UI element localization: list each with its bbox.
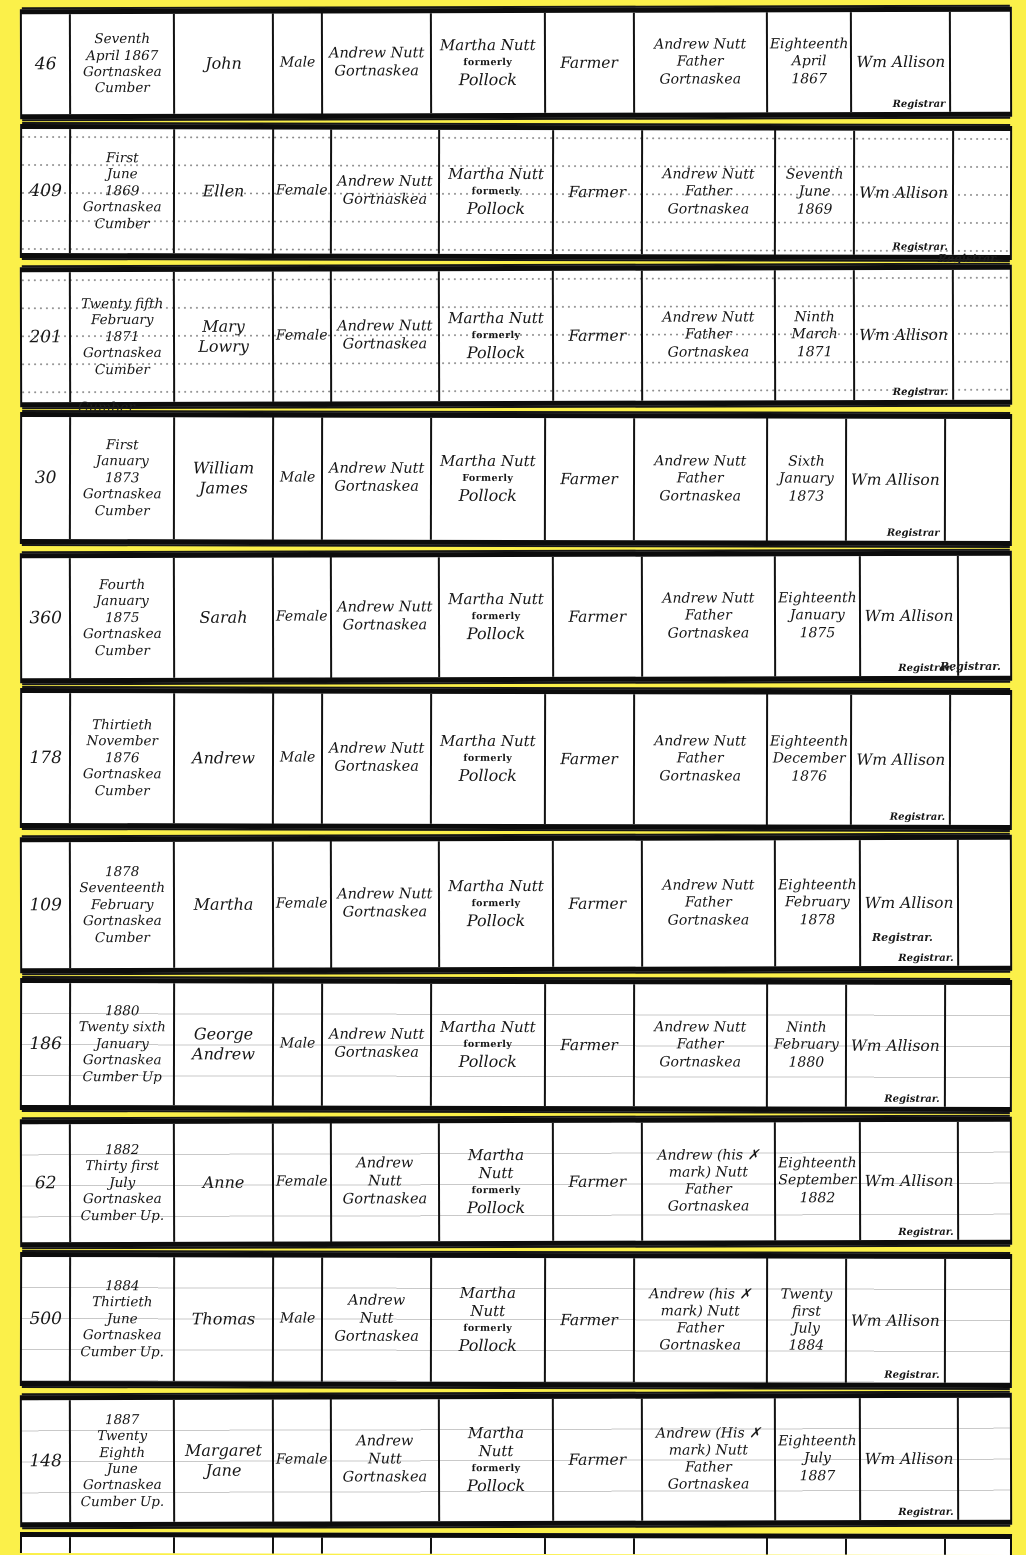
register-entry-strip (20, 551, 1012, 684)
registration-date: Sixth January 1873 (768, 419, 847, 541)
registration-date: Eighteenth September 1882 (776, 1122, 861, 1240)
birth-date-place: Fourth January 1875 Gortnaskea Cumber (71, 558, 175, 678)
informant: Andrew Nutt Father Gortnaskea (634, 418, 768, 540)
formerly-label: formerly (463, 1038, 513, 1050)
registration-date: Eighteenth December 1876 (768, 695, 853, 825)
registrar (847, 1259, 946, 1383)
mother-name-maiden (432, 694, 546, 824)
registrar (847, 419, 946, 541)
registration-date: Ninth March 1871 (776, 270, 855, 400)
sex: Female (274, 1123, 332, 1241)
blank-cell (432, 1538, 546, 1554)
registrar-title: Registrar. (898, 1226, 954, 1238)
formerly-label: formerly (471, 185, 521, 197)
blank-cell (946, 419, 1011, 541)
entry-number: 186 (22, 983, 72, 1105)
birth-date-place: First January 1873 Gortnaskea Cumber (71, 417, 175, 539)
blank-cell (323, 1538, 432, 1554)
registrar (852, 12, 951, 112)
mother-name: Martha Nutt (448, 165, 544, 184)
mother-name: Martha Nutt (459, 1284, 516, 1321)
register-entry-strip (20, 124, 1012, 260)
sex: Female (274, 841, 332, 967)
father-name-residence: Andrew Nutt Gortnaskea (331, 557, 440, 677)
mother-maiden-name: Pollock (466, 624, 526, 644)
registration-date: Eighteenth February 1878 (776, 840, 861, 966)
mother-name: Martha Nutt (439, 732, 536, 751)
mother-name-maiden (440, 1123, 554, 1241)
formerly-label: formerly (463, 1322, 513, 1334)
register-entry-strip (20, 978, 1012, 1112)
scan-artifact-text: Registrar. (940, 660, 1001, 673)
entry-number: 62 (22, 1124, 72, 1242)
registration-date: Eighteenth April 1867 (768, 12, 853, 112)
birth-date-place: 1884 Thirtieth June Gortnaskea Cumber Up. (71, 1257, 175, 1381)
mother-name-maiden (440, 130, 554, 254)
child-name: John (175, 14, 274, 114)
sex: Male (274, 983, 324, 1105)
formerly-label: Formerly (462, 472, 514, 484)
blank-cell (959, 1398, 1010, 1520)
informant: Andrew Nutt Father Gortnaskea (643, 556, 777, 676)
registrar-title: Registrar. (898, 952, 954, 964)
informant: Andrew Nutt Father Gortnaskea (634, 12, 768, 112)
child-name: Ellen (175, 129, 274, 253)
father-name-residence: Andrew Nutt Gortnaskea (323, 984, 432, 1106)
entry-number: 46 (22, 14, 72, 114)
registrar-title: Registrar. (898, 662, 954, 674)
register-entry-strip (20, 1252, 1012, 1388)
child-name: Martha (175, 842, 274, 968)
blank-cell (634, 1538, 767, 1554)
sex: Female (274, 1399, 332, 1521)
mother-name-maiden (432, 984, 546, 1106)
blank-cell (946, 1259, 1011, 1383)
entry-number: 30 (22, 417, 72, 539)
registrar-name: Wm Allison (864, 1449, 954, 1468)
birth-date-place: Thirtieth November 1876 Gortnaskea Cumber (71, 693, 175, 823)
mother-name: Martha Nutt (448, 309, 544, 328)
blank-cell (274, 1537, 323, 1553)
registrar-name: Wm Allison (850, 1311, 940, 1330)
mother-name: Martha Nutt (439, 1018, 536, 1037)
registrar-name: Wm Allison (864, 893, 954, 912)
father-name-residence: Andrew Nutt Gortnaskea (323, 694, 432, 824)
registrar (860, 1122, 959, 1240)
partial-register-strip (20, 1532, 1012, 1555)
registrar-title: Registrar. (898, 1506, 954, 1518)
child-name: Sarah (175, 558, 274, 678)
formerly-label: formerly (471, 610, 521, 622)
mother-name: Martha Nutt (467, 1424, 525, 1461)
birth-date-place: 1880 Twenty sixth January Gortnaskea Cumber Up (71, 983, 175, 1105)
father-name-residence: Andrew Nutt Gortnaskea (323, 1258, 432, 1382)
register-entry-strip (20, 7, 1012, 120)
registrar (847, 985, 946, 1107)
registrar (860, 1398, 959, 1520)
mother-maiden-name: Pollock (458, 766, 517, 786)
birth-date-place: Twenty fifth February 1871 Gortnaskea Cumber (71, 272, 175, 402)
mother-name-maiden (440, 271, 554, 401)
entry-number: 360 (22, 558, 72, 678)
registration-date: Eighteenth January 1875 (776, 556, 861, 676)
father-name-residence: Andrew Nutt Gortnaskea (323, 13, 432, 113)
child-name: George Andrew (175, 983, 274, 1105)
birth-date-place: 1882 Thirty first July Gortnaskea Cumber Up. (71, 1124, 175, 1242)
blank-cell (71, 1537, 175, 1553)
father-name-residence: Andrew Nutt Gortnaskea (331, 130, 440, 254)
registrar (855, 131, 954, 255)
formerly-label: formerly (471, 897, 521, 909)
child-name: William James (175, 417, 274, 539)
mother-maiden-name: Pollock (466, 911, 526, 931)
father-occupation: Farmer (554, 1123, 643, 1241)
scan-artifact-text: Registrar. (872, 931, 933, 944)
registrar-title: Registrar (892, 98, 946, 110)
registrar-name: Wm Allison (864, 1171, 954, 1190)
father-name-residence: Andrew Nutt Gortnaskea (331, 1123, 440, 1241)
register-entry-strip (20, 1117, 1012, 1248)
register-entry-strip (20, 835, 1012, 974)
blank-cell (546, 1538, 635, 1554)
entry-number: 201 (22, 272, 72, 402)
mother-name: Martha Nutt (448, 877, 544, 896)
mother-maiden-name: Pollock (466, 1476, 526, 1496)
formerly-label: formerly (471, 1184, 521, 1196)
registrar-name: Wm Allison (859, 183, 949, 202)
formerly-label: formerly (471, 1462, 521, 1474)
registration-date: Twenty first July 1884 (768, 1259, 847, 1383)
registrar-title: Registrar. (884, 1369, 940, 1381)
father-occupation: Farmer (554, 841, 643, 967)
registration-date: Eighteenth July 1887 (776, 1398, 861, 1520)
informant: Andrew Nutt Father Gortnaskea (643, 130, 777, 254)
mother-name-maiden (432, 13, 546, 113)
registrar-title: Registrar. (884, 1093, 940, 1105)
mother-name-maiden (440, 841, 554, 967)
birth-date-place: First June 1869 Gortnaskea Cumber (71, 129, 175, 253)
registrar-name: Wm Allison (856, 750, 946, 769)
father-occupation: Farmer (554, 1399, 643, 1521)
register-entry-strip (20, 412, 1012, 546)
mother-name: Martha Nutt (467, 1146, 525, 1183)
informant: Andrew Nutt Father Gortnaskea (634, 694, 768, 824)
mother-name-maiden (440, 557, 554, 677)
blank-cell (951, 12, 1010, 112)
registrar-title: Registrar. (892, 241, 948, 253)
informant: Andrew Nutt Father Gortnaskea (634, 984, 768, 1106)
register-entry-strip (20, 1393, 1012, 1528)
registrar-title: Registrar (886, 527, 940, 539)
blank-cell (946, 985, 1011, 1107)
formerly-label: formerly (463, 752, 513, 764)
scan-artifact-text: Registrar. (938, 252, 999, 265)
registrar (860, 840, 959, 966)
registrar-name: Wm Allison (859, 325, 949, 344)
mother-name: Martha Nutt (439, 452, 536, 471)
mother-maiden-name: Pollock (458, 1052, 517, 1072)
blank-cell (175, 1537, 274, 1553)
blank-cell (768, 1539, 847, 1555)
informant: Andrew (his ✗ mark) Nutt Father Gortnaskea (643, 1122, 777, 1240)
entry-number: 178 (22, 693, 72, 823)
mother-maiden-name: Pollock (458, 70, 517, 90)
registrar (855, 270, 954, 400)
father-occupation: Farmer (545, 13, 634, 113)
formerly-label: formerly (463, 56, 513, 68)
informant: Andrew Nutt Father Gortnaskea (643, 840, 777, 966)
registrar-name: Wm Allison (856, 52, 946, 71)
registrar (860, 556, 959, 676)
blank-cell (954, 131, 1010, 255)
mother-maiden-name: Pollock (458, 486, 517, 506)
informant: Andrew Nutt Father Gortnaskea (643, 270, 777, 400)
registration-date: Seventh June 1869 (776, 131, 855, 255)
registration-date: Ninth February 1880 (768, 985, 847, 1107)
scan-artifact-text: Cumber (78, 400, 135, 416)
father-name-residence: Andrew Nutt Gortnaskea (323, 418, 432, 540)
registrar-title: Registrar. (892, 386, 949, 398)
father-occupation: Farmer (545, 984, 634, 1106)
father-name-residence: Andrew Nutt Gortnaskea (331, 841, 440, 967)
mother-name-maiden (432, 418, 546, 540)
mother-name: Martha Nutt (448, 590, 544, 609)
sex: Female (274, 129, 332, 253)
sex: Male (274, 417, 324, 539)
blank-cell (959, 556, 1010, 676)
mother-name: Martha Nutt (439, 36, 536, 55)
mother-maiden-name: Pollock (466, 199, 526, 219)
blank-cell (951, 695, 1010, 825)
mother-maiden-name: Pollock (466, 343, 526, 363)
registrar-title: Registrar. (889, 811, 946, 823)
child-name: Anne (175, 1124, 274, 1242)
entry-number: 409 (22, 129, 72, 253)
mother-maiden-name: Pollock (466, 1198, 526, 1218)
entry-number: 109 (22, 842, 72, 968)
birth-date-place: 1887 Twenty Eighth June Gortnaskea Cumber Up. (71, 1400, 175, 1522)
father-occupation: Farmer (554, 557, 643, 677)
registrar (852, 695, 951, 825)
blank-cell (954, 270, 1010, 400)
entry-number: 500 (22, 1257, 72, 1381)
sex: Female (274, 557, 332, 677)
informant: Andrew (His ✗ mark) Nutt Father Gortnaskea (643, 1398, 777, 1520)
father-occupation: Farmer (545, 418, 634, 540)
registrar-name: Wm Allison (850, 1036, 940, 1055)
informant: Andrew (his ✗ mark) Nutt Father Gortnaskea (634, 1258, 768, 1382)
blank-cell (959, 840, 1010, 966)
child-name: Margaret Jane (175, 1400, 274, 1522)
child-name: Thomas (175, 1257, 274, 1381)
father-occupation: Farmer (554, 130, 643, 254)
scanned-register-page (0, 8, 1026, 1518)
mother-name-maiden (440, 1399, 554, 1521)
blank-cell (959, 1122, 1010, 1240)
mother-name-maiden (432, 1258, 546, 1382)
father-occupation: Farmer (545, 1258, 634, 1382)
birth-date-place: Seventh April 1867 Gortnaskea Cumber (71, 14, 175, 114)
blank-cell (946, 1539, 1010, 1555)
register-entry-strip (20, 265, 1012, 408)
father-occupation: Farmer (554, 271, 643, 401)
register-entry-strip (20, 688, 1012, 830)
registrar-name: Wm Allison (850, 470, 940, 489)
sex: Male (274, 14, 324, 114)
mother-maiden-name: Pollock (458, 1336, 517, 1356)
birth-date-place: 1878 Seventeenth February Gortnaskea Cumber (71, 842, 175, 968)
sex: Male (274, 1257, 324, 1381)
formerly-label: formerly (471, 329, 521, 341)
father-occupation: Farmer (545, 694, 634, 824)
sex: Male (274, 693, 324, 823)
father-name-residence: Andrew Nutt Gortnaskea (331, 271, 440, 401)
registrar-name: Wm Allison (864, 606, 954, 625)
entry-number: 148 (22, 1400, 72, 1522)
sex: Female (274, 271, 332, 401)
blank-cell (847, 1539, 946, 1555)
child-name: Mary Lowry (175, 272, 274, 402)
blank-cell (22, 1537, 71, 1553)
father-name-residence: Andrew Nutt Gortnaskea (331, 1399, 440, 1521)
child-name: Andrew (175, 693, 274, 823)
